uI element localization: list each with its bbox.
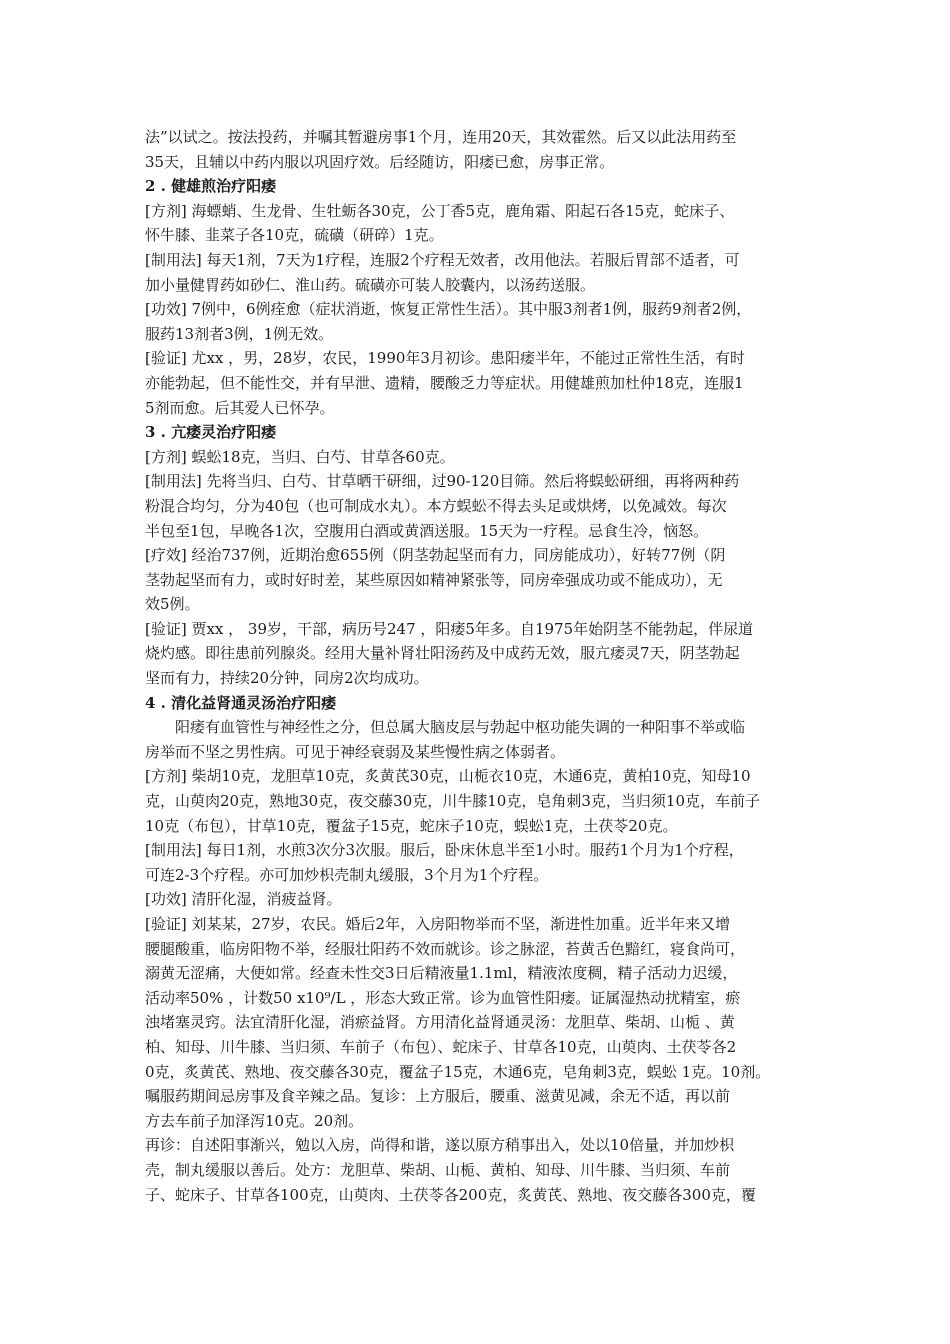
text-line: 亦能勃起，但不能性交，并有早泄、遗精，腰酸乏力等症状。用健雄煎加杜仲18克，连服1 bbox=[145, 373, 744, 392]
text-line: [方剂] 海螵蛸、生龙骨、生牡蛎各30克，公丁香5克，鹿角霜、阳起石各15克，蛇床子、 bbox=[145, 201, 735, 220]
text-line: [疗效] 经治737例，近期治愈655例（阴茎勃起坚而有力，同房能成功），好转77例（阴 bbox=[145, 546, 726, 565]
text-line: [方剂] 蜈蚣18克，当归、白芍、甘草各60克。 bbox=[145, 447, 455, 466]
text-line: 法”以试之。按法投药，并嘱其暂避房事1个月，连用20天，其效霍然。后又以此法用药至 bbox=[145, 128, 737, 146]
section-heading: 3 . 亢痿灵治疗阳痿 bbox=[145, 423, 277, 442]
text-line: 阳痿有血管性与神经性之分，但总属大脑皮层与勃起中枢功能失调的一种阳事不举或临 bbox=[145, 718, 746, 737]
text-line: 嘱服药期间忌房事及食辛辣之品。复诊：上方服后，腰重、滋黄见减，余无不适，再以前 bbox=[145, 1087, 731, 1106]
text-line: 0克，炙黄芪、熟地、夜交藤各30克，覆盆子15克，木通6克，皂角刺3克，蜈蚣 1克。10剂。 bbox=[145, 1062, 771, 1081]
text-line: [制用法] 先将当归、白芍、甘草晒干研细，过90-120目筛。然后将蜈蚣研细，再将两种药 bbox=[145, 472, 740, 491]
section-heading: 4 . 清化益肾通灵汤治疗阳痿 bbox=[145, 693, 337, 712]
text-line: 可连2-3个疗程。亦可加炒枳壳制丸缓服，3个月为1个疗程。 bbox=[145, 865, 549, 884]
text-line: 粉混合均匀，分为40包（也可制成水丸）。本方蜈蚣不得去头足或烘烤，以免减效。每次 bbox=[145, 496, 727, 515]
text-line: [制用法] 每日1剂，水煎3次分3次服。服后，卧床休息半至1小时。服药1个月为1个疗程， bbox=[145, 841, 744, 860]
text-line: 35天，且辅以中药内服以巩固疗效。后经随访，阳痿已愈，房事正常。 bbox=[145, 152, 615, 171]
section-heading: 2 . 健雄煎治疗阳痿 bbox=[145, 177, 277, 196]
text-line: 壳，制丸缓服以善后。处方：龙胆草、柴胡、山栀、黄柏、知母、川牛膝、当归须、车前 bbox=[145, 1160, 731, 1179]
text-line: 溺黄无涩痛，大便如常。经查未性交3日后精液量1.1ml，精液浓度稠，精子活动力迟缓， bbox=[145, 964, 738, 983]
text-line: 柏、知母、川牛膝、当归须、车前子（布包）、蛇床子、甘草各10克，山萸肉、土茯苓各2 bbox=[145, 1037, 737, 1056]
text-line: [功效] 清肝化湿，消疲益肾。 bbox=[145, 890, 342, 909]
text-line: 房举而不坚之男性病。可见于神经衰弱及某些慢性病之体弱者。 bbox=[145, 742, 566, 761]
text-line: 半包至1包，早晚各1次，空腹用白酒或黄酒送服。15天为一疗程。忌食生冷，恼怒。 bbox=[145, 521, 709, 540]
document-body bbox=[145, 125, 815, 1207]
text-line: [方剂] 柴胡10克，龙胆草10克，炙黄芪30克，山栀衣10克，木通6克，黄柏10克，知母10 bbox=[145, 767, 751, 786]
text-line: 再诊：自述阳事渐兴，勉以入房，尚得和谐，遂以原方稍事出入，处以10倍量，并加炒枳 bbox=[145, 1136, 735, 1155]
text-line: 烧灼感。即往患前列腺炎。经用大量补肾壮阳汤药及中成药无效，服亢痿灵7天，阴茎勃起 bbox=[145, 644, 740, 663]
text-line: 克，山萸肉20克，熟地30克，夜交藤30克，川牛膝10克，皂角刺3克，当归须10克，车前子 bbox=[145, 792, 760, 811]
text-line: [制用法] 每天1剂，7天为1疗程，连服2个疗程无效者，改用他法。若服后胃部不适者，可 bbox=[145, 250, 740, 269]
text-line: 怀牛膝、韭菜子各10克，硫磺（研碎）1克。 bbox=[145, 226, 444, 245]
text-line: 效5例。 bbox=[145, 595, 200, 614]
text-line: 加小量健胃药如砂仁、淮山药。硫磺亦可装人胶囊内，以汤药送服。 bbox=[145, 275, 596, 294]
text-line: 腰腿酸重，临房阳物不举，经服壮阳药不效而就诊。诊之脉涩，苔黄舌色黯红，寝食尚可， bbox=[145, 939, 746, 958]
text-line: 5剂而愈。后其爱人已怀孕。 bbox=[145, 398, 335, 417]
text-line: 坚而有力，持续20分钟，同房2次均成功。 bbox=[145, 669, 429, 688]
text-line: [验证] 贾xx ， 39岁，干部，病历号247 ，阳痿5年多。自1975年始阴茎不能勃起，伴尿道 bbox=[145, 619, 754, 638]
text-line: [功效] 7例中，6例痊愈（症状消逝，恢复正常性生活）。其中服3剂者1例，服药9剂者2例， bbox=[145, 300, 752, 319]
text-line: [验证] 刘某某，27岁，农民。婚后2年，入房阳物举而不坚，渐进性加重。近半年来又增 bbox=[145, 915, 731, 933]
text-line: 方去车前子加泽泻10克。20剂。 bbox=[145, 1111, 364, 1130]
text-line: 10克（布包），甘草10克，覆盆子15克，蛇床子10克，蜈蚣1克，土茯苓20克。 bbox=[145, 816, 678, 835]
text-line: 浊堵塞灵窍。法宜清肝化湿，消瘀益肾。方用清化益肾通灵汤：龙胆草、柴胡、山栀 、黄 bbox=[145, 1013, 735, 1032]
text-line: 子、蛇床子、甘草各100克，山萸肉、土茯苓各200克，炙黄芪、熟地、夜交藤各300克，覆 bbox=[145, 1185, 756, 1204]
text-line: [验证] 尤xx ，男，28岁，农民，1990年3月初诊。患阳痿半年，不能过正常性生活，有时 bbox=[145, 349, 745, 368]
text-line: 服药13剂者3例，1例无效。 bbox=[145, 324, 334, 343]
text-line: 活动率50% ，计数50 x10⁹/L ，形态大致正常。诊为血管性阳痿。证属湿热动扰精室，瘀 bbox=[145, 988, 741, 1007]
text-line: 茎勃起坚而有力，或时好时差，某些原因如精神紧张等，同房牵强成功或不能成功），无 bbox=[145, 570, 723, 589]
